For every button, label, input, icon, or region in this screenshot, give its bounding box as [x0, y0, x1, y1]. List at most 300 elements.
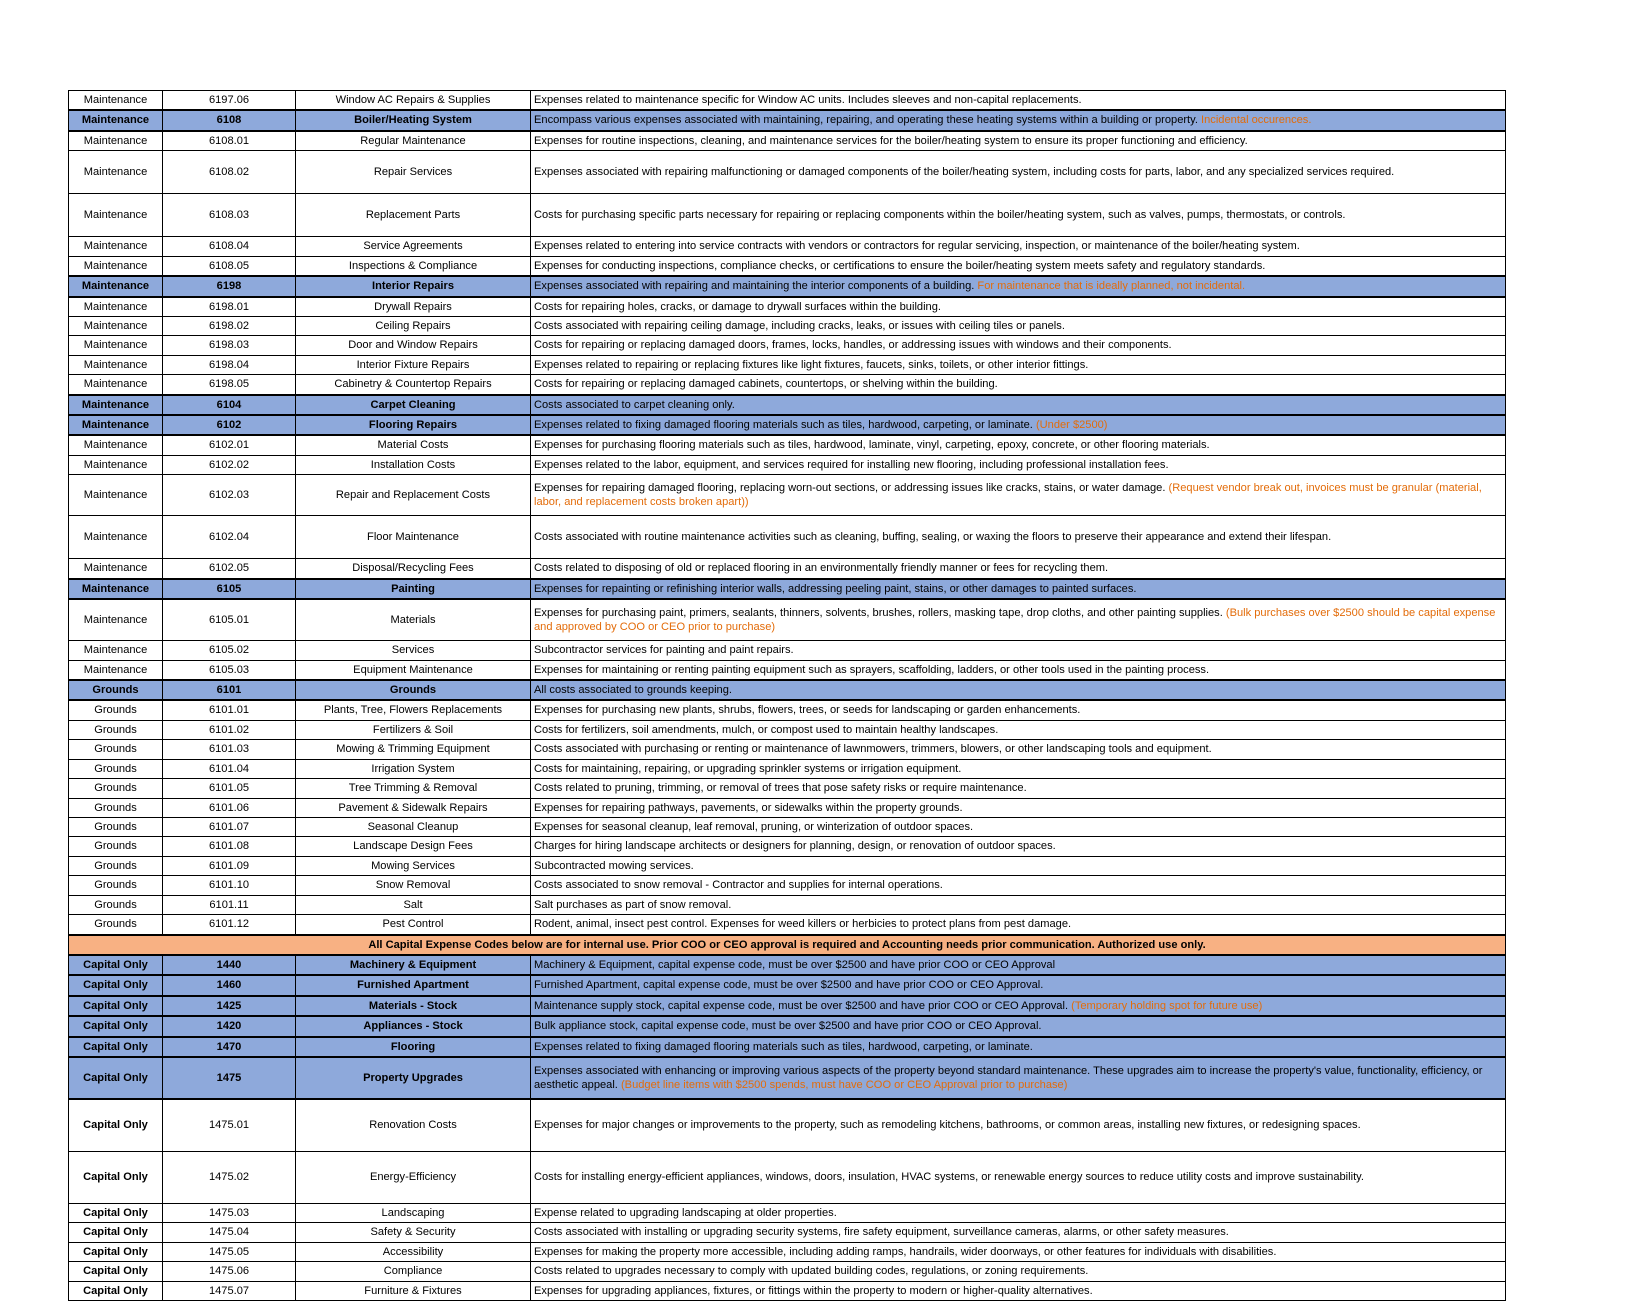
row-category: Maintenance [69, 276, 163, 296]
description-text: All costs associated to grounds keeping. [534, 684, 732, 697]
row-name: Repair and Replacement Costs [296, 475, 531, 516]
description-text: Machinery & Equipment, capital expense code, must be over $2500 and have prior COO or CEO Approval [534, 958, 1056, 971]
row-code: 6108.03 [163, 194, 296, 237]
description-text: Costs associated with repairing ceiling damage, including cracks, leaks, or issues with ceiling tiles or panels. [534, 319, 1065, 332]
row-name: Landscape Design Fees [296, 837, 531, 856]
table-row [69, 455, 1506, 474]
row-category: Grounds [69, 837, 163, 856]
row-code: 6198.05 [163, 375, 296, 395]
row-description [531, 1204, 1506, 1223]
row-description [531, 91, 1506, 111]
row-code: 6101.10 [163, 876, 296, 895]
row-description [531, 475, 1506, 516]
table-row [69, 996, 1506, 1016]
description-note: (Temporary holding spot for future use) [1071, 999, 1263, 1012]
row-name: Tree Trimming & Removal [296, 779, 531, 798]
table-row [69, 355, 1506, 374]
capital-expense-banner-row [69, 935, 1506, 955]
row-category: Maintenance [69, 194, 163, 237]
row-description [531, 1262, 1506, 1281]
description-note: Incidental occurences. [1201, 114, 1312, 127]
row-name: Mowing Services [296, 856, 531, 875]
table-row [69, 559, 1506, 579]
row-name: Plants, Tree, Flowers Replacements [296, 700, 531, 720]
row-code: 1475 [163, 1057, 296, 1099]
description-text: Expenses associated with enhancing or improving various aspects of the property beyond standard maintenance. These upgrades aim to increase the property's value, functionality, efficiency, or aesthetic appeal. [534, 1064, 1483, 1092]
table-row [69, 915, 1506, 935]
row-category: Maintenance [69, 375, 163, 395]
row-category: Maintenance [69, 110, 163, 130]
row-category: Capital Only [69, 996, 163, 1016]
row-name: Floor Maintenance [296, 516, 531, 559]
row-code: 6197.06 [163, 91, 296, 111]
row-description [531, 297, 1506, 317]
row-category: Grounds [69, 779, 163, 798]
table-row [69, 1281, 1506, 1300]
row-name: Equipment Maintenance [296, 660, 531, 680]
row-name: Renovation Costs [296, 1099, 531, 1152]
row-code: 1475.06 [163, 1262, 296, 1281]
row-description [531, 256, 1506, 276]
row-category: Maintenance [69, 256, 163, 276]
row-name: Window AC Repairs & Supplies [296, 91, 531, 111]
row-code: 6101.05 [163, 779, 296, 798]
row-category: Maintenance [69, 151, 163, 194]
table-row [69, 336, 1506, 355]
row-description [531, 1223, 1506, 1242]
row-code: 1475.05 [163, 1242, 296, 1261]
description-text: Expenses for repairing damaged flooring, replacing worn-out sections, or addressing issues like cracks, stains, or water damage. [534, 481, 1166, 494]
description-text: Expenses related to the labor, equipment, and services required for installing new flooring, including professional installation fees. [534, 458, 1169, 471]
row-category: Capital Only [69, 1016, 163, 1036]
row-name: Irrigation System [296, 759, 531, 778]
row-name: Inspections & Compliance [296, 256, 531, 276]
description-text: Costs for fertilizers, soil amendments, mulch, or compost used to maintain healthy landscapes. [534, 723, 999, 736]
description-text: Costs associated with routine maintenance activities such as cleaning, buffing, sealing, or waxing the floors to preserve their appearance and extend their lifespan. [534, 531, 1332, 544]
row-description [531, 516, 1506, 559]
row-name: Interior Repairs [296, 276, 531, 296]
row-description [531, 1099, 1506, 1152]
row-category: Maintenance [69, 336, 163, 355]
row-name: Materials [296, 599, 531, 641]
table-row [69, 256, 1506, 276]
description-text: Costs for maintaining, repairing, or upgrading sprinkler systems or irrigation equipment. [534, 762, 962, 775]
row-code: 6105.01 [163, 599, 296, 641]
row-code: 6101.07 [163, 817, 296, 836]
row-name: Door and Window Repairs [296, 336, 531, 355]
description-text: Costs for installing energy-efficient appliances, windows, doors, insulation, HVAC systems, or renewable energy sources to reduce utility costs and improve sustainability. [534, 1171, 1364, 1184]
row-description [531, 559, 1506, 579]
table-row [69, 856, 1506, 875]
table-row [69, 194, 1506, 237]
row-code: 6102.04 [163, 516, 296, 559]
row-description [531, 915, 1506, 935]
row-name: Drywall Repairs [296, 297, 531, 317]
row-code: 6101.01 [163, 700, 296, 720]
row-description [531, 435, 1506, 455]
row-code: 6101.02 [163, 720, 296, 739]
row-category: Capital Only [69, 1152, 163, 1204]
description-text: Expenses for purchasing flooring materials such as tiles, hardwood, laminate, vinyl, carpeting, epoxy, concrete, or other flooring materials. [534, 439, 1210, 452]
row-description [531, 395, 1506, 415]
row-code: 6102 [163, 415, 296, 435]
row-description [531, 336, 1506, 355]
description-note: (Bulk purchases over $2500 should be capital expense and approved by COO or CEO prior to purchase) [534, 606, 1496, 634]
row-category: Grounds [69, 700, 163, 720]
row-description [531, 1152, 1506, 1204]
description-note: (Request vendor break out, invoices must be granular (material, labor, and replacement costs broken apart)) [534, 481, 1482, 509]
row-description [531, 895, 1506, 914]
row-code: 6105.02 [163, 641, 296, 660]
table-row [69, 579, 1506, 599]
row-description [531, 641, 1506, 660]
table-row [69, 375, 1506, 395]
description-text: Expenses for maintaining or renting painting equipment such as sprayers, scaffolding, ladders, or other tools used in the painting process. [534, 663, 1210, 676]
row-category: Capital Only [69, 1037, 163, 1057]
row-name: Furnished Apartment [296, 975, 531, 995]
table-row [69, 837, 1506, 856]
row-description [531, 1281, 1506, 1300]
table-row [69, 1037, 1506, 1057]
row-code: 1475.01 [163, 1099, 296, 1152]
row-category: Capital Only [69, 1242, 163, 1261]
table-row [69, 876, 1506, 895]
row-category: Capital Only [69, 1099, 163, 1152]
row-category: Grounds [69, 876, 163, 895]
table-row [69, 395, 1506, 415]
row-category: Maintenance [69, 475, 163, 516]
row-description [531, 955, 1506, 975]
row-code: 6198.01 [163, 297, 296, 317]
chart-of-accounts-sheet [68, 90, 1505, 1301]
row-code: 1420 [163, 1016, 296, 1036]
row-name: Energy-Efficiency [296, 1152, 531, 1204]
description-text: Costs associated to carpet cleaning only. [534, 398, 735, 411]
table-row [69, 316, 1506, 335]
description-text: Costs related to pruning, trimming, or removal of trees that pose safety risks or require maintenance. [534, 782, 1027, 795]
row-name: Interior Fixture Repairs [296, 355, 531, 374]
row-category: Maintenance [69, 660, 163, 680]
table-row [69, 1262, 1506, 1281]
row-category: Capital Only [69, 1057, 163, 1099]
row-name: Landscaping [296, 1204, 531, 1223]
row-category: Grounds [69, 817, 163, 836]
capital-expense-banner: All Capital Expense Codes below are for internal use. Prior COO or CEO approval is required and Accounting needs prior communication. Authorized use only. [69, 935, 1506, 955]
table-row [69, 680, 1506, 700]
row-category: Grounds [69, 720, 163, 739]
row-description [531, 700, 1506, 720]
description-text: Expenses for purchasing new plants, shrubs, flowers, trees, or seeds for landscaping or garden enhancements. [534, 704, 1081, 717]
row-code: 6101.12 [163, 915, 296, 935]
table-row [69, 475, 1506, 516]
row-category: Grounds [69, 740, 163, 759]
row-category: Grounds [69, 759, 163, 778]
table-row [69, 798, 1506, 817]
row-name: Flooring [296, 1037, 531, 1057]
row-description [531, 996, 1506, 1016]
description-text: Bulk appliance stock, capital expense code, must be over $2500 and have prior COO or CEO Approval. [534, 1020, 1042, 1033]
row-description [531, 355, 1506, 374]
description-text: Costs related to upgrades necessary to comply with updated building codes, regulations, or zoning requirements. [534, 1265, 1089, 1278]
table-row [69, 1057, 1506, 1099]
description-text: Expenses for repainting or refinishing interior walls, addressing peeling paint, stains, or other damages to painted surfaces. [534, 582, 1137, 595]
description-text: Costs associated to snow removal - Contractor and supplies for internal operations. [534, 879, 943, 892]
row-category: Capital Only [69, 975, 163, 995]
table-row [69, 1204, 1506, 1223]
row-name: Regular Maintenance [296, 131, 531, 151]
description-text: Expenses associated with repairing malfunctioning or damaged components of the boiler/heating system, including costs for parts, labor, and any specialized services required. [534, 166, 1395, 179]
row-code: 1475.03 [163, 1204, 296, 1223]
row-description [531, 579, 1506, 599]
description-text: Furnished Apartment, capital expense code, must be over $2500 and have prior COO or CEO Approval. [534, 979, 1044, 992]
row-name: Safety & Security [296, 1223, 531, 1242]
row-code: 6101.09 [163, 856, 296, 875]
row-category: Maintenance [69, 297, 163, 317]
row-description [531, 837, 1506, 856]
row-description [531, 720, 1506, 739]
row-category: Maintenance [69, 355, 163, 374]
description-text: Costs for repairing or replacing damaged doors, frames, locks, handles, or addressing issues with windows and their components. [534, 339, 1172, 352]
description-note: (Under $2500) [1035, 419, 1108, 432]
row-code: 6102.02 [163, 455, 296, 474]
row-code: 6102.03 [163, 475, 296, 516]
table-row [69, 660, 1506, 680]
table-row [69, 641, 1506, 660]
table-row [69, 131, 1506, 151]
row-code: 6105.03 [163, 660, 296, 680]
row-description [531, 740, 1506, 759]
row-name: Mowing & Trimming Equipment [296, 740, 531, 759]
row-code: 1440 [163, 955, 296, 975]
row-description [531, 1057, 1506, 1099]
table-row [69, 1152, 1506, 1204]
table-row [69, 759, 1506, 778]
row-code: 6198.04 [163, 355, 296, 374]
row-category: Maintenance [69, 641, 163, 660]
row-name: Replacement Parts [296, 194, 531, 237]
table-row [69, 110, 1506, 130]
row-code: 6104 [163, 395, 296, 415]
row-code: 1425 [163, 996, 296, 1016]
row-code: 1475.04 [163, 1223, 296, 1242]
row-description [531, 975, 1506, 995]
table-row [69, 516, 1506, 559]
description-text: Expenses for seasonal cleanup, leaf removal, pruning, or winterization of outdoor spaces. [534, 820, 974, 833]
table-row [69, 955, 1506, 975]
row-category: Capital Only [69, 1204, 163, 1223]
chart-of-accounts-table [68, 90, 1506, 1301]
description-text: Expenses related to fixing damaged flooring materials such as tiles, hardwood, carpeting, or laminate. [534, 419, 1033, 432]
row-name: Snow Removal [296, 876, 531, 895]
table-row [69, 720, 1506, 739]
row-description [531, 856, 1506, 875]
description-text: Charges for hiring landscape architects or designers for planning, design, or renovation of outdoor spaces. [534, 840, 1056, 853]
table-row [69, 817, 1506, 836]
row-code: 6101.11 [163, 895, 296, 914]
row-category: Maintenance [69, 395, 163, 415]
row-name: Ceiling Repairs [296, 316, 531, 335]
description-text: Expenses for upgrading appliances, fixtures, or fittings within the property to modern or higher-quality alternatives. [534, 1284, 1093, 1297]
row-name: Carpet Cleaning [296, 395, 531, 415]
row-category: Capital Only [69, 955, 163, 975]
row-code: 6198 [163, 276, 296, 296]
row-category: Capital Only [69, 1281, 163, 1300]
description-text: Expenses for routine inspections, cleaning, and maintenance services for the boiler/heating system to ensure its proper functioning and efficiency. [534, 134, 1248, 147]
row-description [531, 759, 1506, 778]
row-name: Fertilizers & Soil [296, 720, 531, 739]
description-text: Costs associated with installing or upgrading security systems, fire safety equipment, surveillance cameras, alarms, or other safety measures. [534, 1226, 1229, 1239]
row-name: Disposal/Recycling Fees [296, 559, 531, 579]
row-category: Grounds [69, 798, 163, 817]
row-name: Appliances - Stock [296, 1016, 531, 1036]
row-name: Repair Services [296, 151, 531, 194]
description-text: Expenses related to fixing damaged flooring materials such as tiles, hardwood, carpeting, or laminate. [534, 1040, 1033, 1053]
row-description [531, 316, 1506, 335]
row-code: 6101.03 [163, 740, 296, 759]
row-description [531, 194, 1506, 237]
row-description [531, 455, 1506, 474]
row-name: Grounds [296, 680, 531, 700]
description-text: Expenses for repairing pathways, pavements, or sidewalks within the property grounds. [534, 801, 963, 814]
table-row [69, 1223, 1506, 1242]
row-name: Painting [296, 579, 531, 599]
row-name: Furniture & Fixtures [296, 1281, 531, 1300]
row-category: Capital Only [69, 1223, 163, 1242]
table-row [69, 1099, 1506, 1152]
description-note: (Budget line items with $2500 spends, must have COO or CEO Approval prior to purchase) [620, 1079, 1068, 1092]
table-row [69, 237, 1506, 256]
row-name: Seasonal Cleanup [296, 817, 531, 836]
description-text: Encompass various expenses associated with maintaining, repairing, and operating these heating systems within a building or property. [534, 114, 1198, 127]
row-name: Cabinetry & Countertop Repairs [296, 375, 531, 395]
row-name: Materials - Stock [296, 996, 531, 1016]
description-text: Costs for repairing or replacing damaged cabinets, countertops, or shelving within the building. [534, 378, 998, 391]
row-code: 6108.01 [163, 131, 296, 151]
row-category: Maintenance [69, 415, 163, 435]
row-description [531, 131, 1506, 151]
row-code: 6108.04 [163, 237, 296, 256]
row-description [531, 876, 1506, 895]
description-text: Costs for repairing holes, cracks, or damage to drywall surfaces within the building. [534, 300, 941, 313]
table-row [69, 151, 1506, 194]
description-text: Expenses for making the property more accessible, including adding ramps, handrails, wider doorways, or other features for individuals with disabilities. [534, 1245, 1277, 1258]
row-code: 1470 [163, 1037, 296, 1057]
row-name: Accessibility [296, 1242, 531, 1261]
table-row [69, 599, 1506, 641]
description-text: Expenses associated with repairing and maintaining the interior components of a building. [534, 280, 975, 293]
description-text: Costs associated with purchasing or renting or maintenance of lawnmowers, trimmers, blowers, or other landscaping tools and equipment. [534, 743, 1212, 756]
description-text: Expenses for purchasing paint, primers, sealants, thinners, solvents, brushes, rollers, masking tape, drop cloths, and other painting supplies. [534, 606, 1223, 619]
row-name: Material Costs [296, 435, 531, 455]
row-name: Service Agreements [296, 237, 531, 256]
table-row [69, 740, 1506, 759]
description-text: Expenses related to repairing or replacing fixtures like light fixtures, faucets, sinks, toilets, or other interior fittings. [534, 358, 1089, 371]
table-row [69, 297, 1506, 317]
row-category: Grounds [69, 915, 163, 935]
row-category: Maintenance [69, 131, 163, 151]
description-text: Expenses related to entering into service contracts with vendors or contractors for regular servicing, inspection, or maintenance of the boiler/heating system. [534, 240, 1300, 253]
row-category: Maintenance [69, 559, 163, 579]
table-row [69, 895, 1506, 914]
table-row [69, 779, 1506, 798]
row-description [531, 817, 1506, 836]
row-description [531, 110, 1506, 130]
row-category: Maintenance [69, 91, 163, 111]
table-row [69, 276, 1506, 296]
row-description [531, 798, 1506, 817]
row-description [531, 1016, 1506, 1036]
row-name: Property Upgrades [296, 1057, 531, 1099]
row-description [531, 599, 1506, 641]
row-description [531, 1242, 1506, 1261]
row-category: Maintenance [69, 579, 163, 599]
row-code: 6102.01 [163, 435, 296, 455]
row-description [531, 151, 1506, 194]
row-name: Boiler/Heating System [296, 110, 531, 130]
description-text: Costs related to disposing of old or replaced flooring in an environmentally friendly manner or fees for recycling them. [534, 562, 1109, 575]
row-description [531, 680, 1506, 700]
row-code: 1475.02 [163, 1152, 296, 1204]
row-description [531, 237, 1506, 256]
row-category: Grounds [69, 856, 163, 875]
description-text: Maintenance supply stock, capital expense code, must be over $2500 and have prior COO or CEO Approval. [534, 999, 1069, 1012]
row-category: Maintenance [69, 455, 163, 474]
row-category: Maintenance [69, 516, 163, 559]
row-name: Pest Control [296, 915, 531, 935]
description-text: Costs for purchasing specific parts necessary for repairing or replacing components within the boiler/heating system, such as valves, pumps, thermostats, or controls. [534, 209, 1346, 222]
table-row [69, 700, 1506, 720]
table-row [69, 91, 1506, 111]
row-category: Maintenance [69, 316, 163, 335]
row-name: Flooring Repairs [296, 415, 531, 435]
row-name: Installation Costs [296, 455, 531, 474]
table-row [69, 975, 1506, 995]
row-code: 6198.03 [163, 336, 296, 355]
row-name: Compliance [296, 1262, 531, 1281]
row-description [531, 660, 1506, 680]
row-description [531, 276, 1506, 296]
row-description [531, 1037, 1506, 1057]
description-note: For maintenance that is ideally planned, not incidental. [977, 280, 1246, 293]
row-code: 6105 [163, 579, 296, 599]
row-code: 6198.02 [163, 316, 296, 335]
row-category: Capital Only [69, 1262, 163, 1281]
row-category: Maintenance [69, 237, 163, 256]
row-code: 6108 [163, 110, 296, 130]
description-text: Subcontractor services for painting and paint repairs. [534, 644, 794, 657]
row-category: Grounds [69, 895, 163, 914]
row-category: Grounds [69, 680, 163, 700]
row-code: 6101.06 [163, 798, 296, 817]
row-code: 6102.05 [163, 559, 296, 579]
table-row [69, 1242, 1506, 1261]
row-code: 6101.08 [163, 837, 296, 856]
description-text: Expenses for major changes or improvements to the property, such as remodeling kitchens, bathrooms, or common areas, installing new fixtures, or redesigning spaces. [534, 1119, 1361, 1132]
row-code: 6108.05 [163, 256, 296, 276]
description-text: Expense related to upgrading landscaping at older properties. [534, 1207, 837, 1220]
row-code: 6108.02 [163, 151, 296, 194]
row-description [531, 779, 1506, 798]
row-category: Maintenance [69, 435, 163, 455]
row-category: Maintenance [69, 599, 163, 641]
row-code: 6101 [163, 680, 296, 700]
description-text: Expenses for conducting inspections, compliance checks, or certifications to ensure the boiler/heating system meets safety and regulatory standards. [534, 259, 1266, 272]
description-text: Expenses related to maintenance specific for Window AC units. Includes sleeves and non-capital replacements. [534, 94, 1082, 106]
row-description [531, 375, 1506, 395]
table-row [69, 1016, 1506, 1036]
row-code: 1460 [163, 975, 296, 995]
description-text: Subcontracted mowing services. [534, 859, 694, 872]
